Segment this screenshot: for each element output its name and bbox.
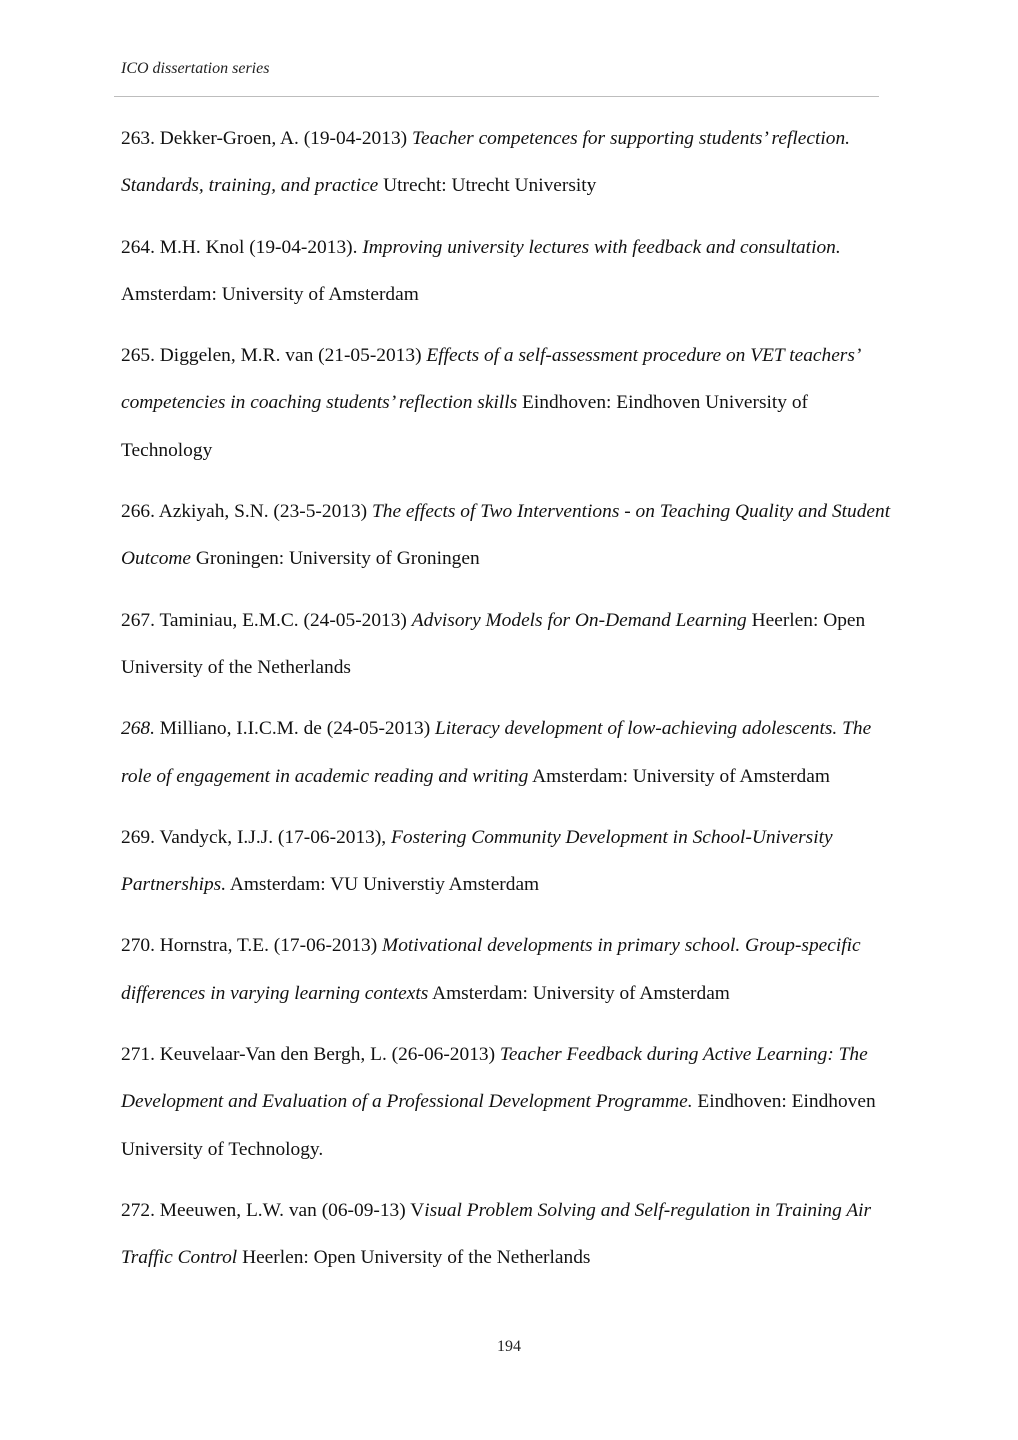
dissertation-list (121, 115, 901, 1296)
running-header-title: ICO dissertation series (121, 60, 270, 77)
list-item-265 (121, 332, 901, 474)
entry-title: Improving university lectures with feedback and consultation. (362, 236, 841, 258)
entry-title: Advisory Models for On-Demand Learning (411, 609, 747, 631)
entry-title: Effects of a self-assessment procedure on VET teachers’ competencies in coaching students’ reflection skills (121, 345, 860, 414)
entry-publisher: Amsterdam: University of Amsterdam (121, 283, 419, 305)
entry-number: 269. (121, 826, 155, 848)
entry-author: M.H. Knol (19-04-2013). (159, 236, 358, 258)
page-number: 194 (497, 1338, 521, 1355)
entry-title: Teacher competences for supporting students’ reflection. Standards, training, and practice (121, 128, 850, 197)
entry-publisher: Utrecht: Utrecht University (383, 175, 597, 197)
entry-publisher: Amsterdam: University of Amsterdam (432, 982, 730, 1004)
entry-author: Azkiyah, S.N. (23-5-2013) (158, 501, 368, 523)
list-item-263 (121, 115, 901, 210)
entry-number: 268. (121, 718, 155, 740)
entry-number: 264. (121, 236, 155, 258)
entry-author: Keuvelaar-Van den Bergh, L. (26-06-2013) (159, 1044, 496, 1066)
entry-author: Diggelen, M.R. van (21-05-2013) (159, 345, 422, 367)
entry-number: 265. (121, 345, 155, 367)
entry-number: 270. (121, 935, 155, 957)
entry-publisher: Eindhoven: Eindhoven University of Technology. (121, 1091, 876, 1160)
entry-author: Vandyck, I.J.J. (17-06-2013), (159, 826, 387, 848)
entry-title: Teacher Feedback during Active Learning: The Development and Evaluation of a Professional Development Programme. (121, 1044, 868, 1113)
list-item-267 (121, 597, 901, 692)
entry-title: The effects of Two Interventions - on Teaching Quality and Student Outcome (121, 501, 891, 570)
entry-number: 267. (121, 609, 155, 631)
entry-number: 271. (121, 1044, 155, 1066)
entry-publisher: Heerlen: Open University of the Netherlands (242, 1247, 591, 1269)
entry-title-lead: V (410, 1199, 425, 1221)
list-item-269 (121, 814, 901, 909)
list-item-272 (121, 1187, 901, 1282)
entry-author: Hornstra, T.E. (17-06-2013) (159, 935, 378, 957)
list-item-266 (121, 488, 901, 583)
header-divider (114, 96, 879, 97)
entry-author: Dekker-Groen, A. (19-04-2013) (159, 128, 408, 149)
entry-author: Milliano, I.I.C.M. de (24-05-2013) (159, 718, 431, 740)
entry-publisher: Eindhoven: Eindhoven University of Technology (121, 392, 808, 461)
entry-publisher: Amsterdam: University of Amsterdam (532, 765, 830, 787)
entry-author: Meeuwen, L.W. van (06-09-13) (159, 1199, 406, 1221)
entry-number: 263. (121, 128, 155, 149)
entry-title: Literacy development of low-achieving adolescents. The role of engagement in academic reading and writing (121, 718, 872, 787)
entry-publisher: Heerlen: Open University of the Netherlands (121, 609, 866, 678)
entry-title: Motivational developments in primary school. Group-specific differences in varying learning contexts (121, 935, 861, 1004)
list-item-264 (121, 224, 901, 319)
entry-title: isual Problem Solving and Self-regulation in Training Air Traffic Control (121, 1199, 872, 1269)
entry-author: Taminiau, E.M.C. (24-05-2013) (159, 609, 407, 631)
entry-publisher: Amsterdam: VU Universtiy Amsterdam (229, 874, 540, 896)
entry-title: Fostering Community Development in School-University Partnerships. (121, 826, 833, 896)
list-item-271 (121, 1031, 901, 1173)
entry-number: 272. (121, 1199, 155, 1221)
list-item-268 (121, 705, 901, 800)
entry-number: 266. (121, 501, 155, 523)
list-item-270 (121, 922, 901, 1017)
entry-publisher: Groningen: University of Groningen (195, 548, 480, 570)
